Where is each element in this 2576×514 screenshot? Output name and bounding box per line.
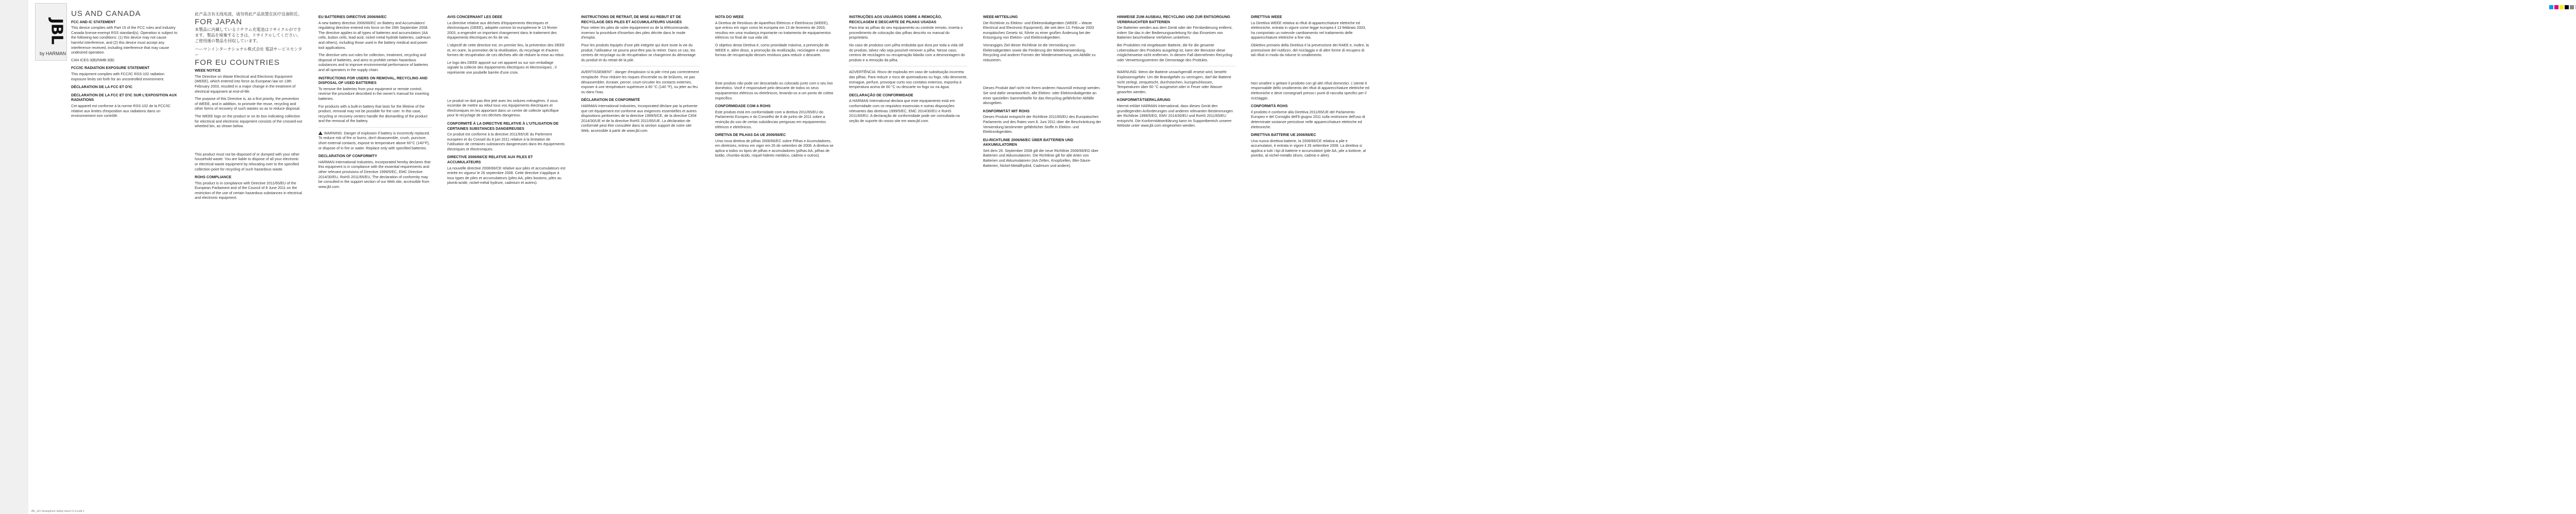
de-instr-text-2: Bei Produkten mit eingebauter Batterie, die für die gesamte Lebensdauer des Produkts ausgelegt ist, kann der Benutzer diese möglicherweise nicht entfernen. In diesem Fall übernehmen Recycling- oder Verwertungszentren die Demontage des Produkts. [1117, 42, 1233, 62]
column-batteries [318, 11, 432, 192]
fr-warning-text: AVERTISSEMENT : danger d'explosion si la pile n'est pas correctement remplacée. Pour réduire les risques d'incendie ou de brûlures, ne pas désassembler, écraser, percer, court-circuiter les contacts externes, exposer à une température supérieure à 60 °C (140 °F), ou jeter au feu ou dans l'eau. [581, 70, 699, 94]
yellow-swatch [2560, 5, 2564, 9]
fr-battery-heading: DIRECTIVE 2006/66/CE RELATIVE AUX PILES ET ACCUMULATEURS [447, 155, 533, 165]
it-battery-heading: DIRETTIVA BATTERIE UE 2006/66/EC [1251, 132, 1316, 138]
fr-weee-text: La directive relative aux déchets d'équipements électriques et électroniques (DEEE), adoptée comme loi européenne le 13 février 2003, a engendré un important changement dans le traitement des équipements électriques en fin de vie. [447, 20, 557, 40]
de-doc-text: Hiermit erklärt HARMAN International, dass dieses Gerät den grundlegenden Anforderungen und anderen relevanten Bestimmungen der Richtlinie 1999/5/EG, EMV 2014/30/EU und RoHS 2011/65/EU entspricht. Die Konformitätserklärung kann im Supportbereich unserer Website unter www.jbl.com eingesehen werden. [1117, 103, 1233, 128]
jbl-wordmark: JBL [47, 18, 66, 44]
fr-instr-text-2: Pour les produits équipés d'une pile intégrée qui dure toute la vie du produit, l'utilisateur ne pourra peut-être pas la retirer. Dans ce cas, les centres de recyclage ou de récupération se chargeront du démontage du produit et du retrait de la pile. [581, 42, 696, 62]
battery-text: A new battery directive 2006/66/EC on Battery and Accumulators' regulating directive entered into force on the 26th September 2008. The directive applies to all types of batteries and accumulators (AA cells, button cells, lead acid, nickel metal hydride batteries, cadmium and others), including those used in the battery medical and power tool applications. [318, 20, 431, 50]
de-weee-text-3: Dieses Produkt darf nicht mit Ihrem anderen Hausmüll entsorgt werden. Sie sind dafür verantwortlich, alle Elektro- oder Elektronikaltgeräte an einer speziellen Sammelstelle für das Recycling gefährlicher Abfälle abzugeben. [983, 85, 1101, 106]
column-it-weee [1251, 11, 1369, 161]
battery-text-2: The directive sets out rules for collection, treatment, recycling and disposal of batteries, and aims to prohibit certain hazardous substances and to improve environmental performance of batteries and all operators in the supply chain. [318, 53, 428, 72]
fr-radiation-heading: DÉCLARATION DE LA FCC ET D'IC SUR L'EXPOSITION AUX RADIATIONS [71, 92, 177, 102]
fr-weee-text-2: L'objectif de cette directive est, en premier lieu, la prévention des DEEE et, en outre, la promotion de la réutilisation, du recyclage et d'autres formes de récupération de ces déchets afin de réduire la mise au rebut. [447, 42, 565, 58]
battery-heading: EU BATTERIES DIRECTIVE 2006/66/EC [318, 14, 387, 19]
pt-doc-text: A HARMAN International declara que este equipamento está em conformidade com os requisitos essenciais e outras disposições relevantes das diretivas 1999/5/EC, EMC 2014/30/EU e RoHS 2011/65/EU. A declaração de conformidade pode ser consultada na seção de suporte do nosso site em www.jbl.com. [849, 98, 960, 123]
fr-rohs-heading: CONFORMITÉ À LA DIRECTIVE RELATIVE À L'UTILISATION DE CERTAINES SUBSTANCES DANGEREUSES [447, 121, 558, 131]
radiation-heading: FCC/IC RADIATION EXPOSURE STATEMENT [71, 65, 150, 71]
de-instr-heading: HINWEISE ZUM AUSBAU, RECYCLING UND ZUR ENTSORGUNG VERBRAUCHTER BATTERIEN [1117, 14, 1230, 24]
column-us-canada [71, 11, 179, 121]
de-instr-text: Die Batterien werden aus dem Gerät oder der Fernbedienung entfernt, indem Sie das in der Bedienungsanleitung für das Einsetzen von Batterien beschriebene Verfahren umkehren. [1117, 25, 1233, 40]
column-de-weee [983, 11, 1101, 170]
bin-icon-spacer [1251, 60, 1369, 81]
weee-text: The Directive on Waste Electrical and Electronic Equipment (WEEE), which entered into force as European law on 13th February 2003, resulted in a major change in the treatment of electrical equipment at end-of-life. [195, 74, 296, 94]
divider [849, 65, 968, 68]
pt-weee-text-2: O objetivo desta Diretiva é, como prioridade máxima, a prevenção de WEEE e, além disso, a promoção da reutilização, reciclagem e outras formas de recuperação desses resíduos para reduzir o descarte. [715, 42, 830, 58]
instructions-text: To remove the batteries from your equipment or remote control, reverse the procedure described in the owner's manual for inserting batteries. [318, 86, 429, 101]
rohs-heading: ROHS COMPLIANCE [195, 175, 232, 180]
cyan-swatch [2549, 5, 2553, 9]
de-weee-text: Die Richtlinie zu Elektro- und Elektronikaltgeräten (WEEE – Waste Electrical and Electronic Equipment), die seit dem 13. Februar 2003 europäisches Gesetz ist, führte zu einer großen Änderung bei der Entsorgung von Elektro- und Elektronikgeräten. [983, 20, 1094, 40]
rohs-text: This product is in compliance with Directive 2011/65/EU of the European Parliament and of the Council of 8 June 2011 on the restriction of the use of certain hazardous substances in electrical and electronic equipment. [195, 180, 302, 200]
fr-weee-heading: AVIS CONCERNANT LES DEEE [447, 14, 502, 19]
pt-warning-text: ADVERTÊNCIA: Risco de explosão em caso de substituição incorreta das pilhas. Para reduzir o risco de queimaduras ou fogo, não desmonte, esmague, perfure, provoque curto nos contatos externos, exponha à temperatura acima de 60 °C ou descarte no fogo ou na água. [849, 70, 968, 90]
column-japan-eu [195, 11, 303, 203]
warning-text [318, 131, 432, 150]
eu-title: FOR EU COUNTRIES [195, 58, 280, 67]
fcc-text: This device complies with Part 15 of the FCC rules and Industry Canada license-exempt RSS standard(s). Operation is subject to the following two conditions: (1) this device may not cause harmful interference, and (2) this device must accept any interference received, including interference that may cause undesired operation. [71, 25, 178, 55]
it-weee-text-3: Non smaltire o gettare il prodotto con gli altri rifiuti domestici. L'utente è responsabile dello smaltimento dei rifiuti di apparecchiature elettriche ed elettroniche e deve consegnarli presso i punti di raccolta specifici per il riciclaggio. [1251, 80, 1369, 100]
harman-wordmark: by HARMAN [40, 51, 66, 56]
left-margin-bar [0, 0, 28, 514]
fr-doc-heading: DÉCLARATION DE CONFORMITÉ [581, 97, 640, 102]
divider [318, 126, 432, 129]
instructions-heading: INSTRUCTIONS FOR USERS ON REMOVAL, RECYCLING AND DISPOSAL OF USED BATTERIES [318, 75, 428, 85]
pt-rohs-heading: CONFORMIDADE COM A ROHS [715, 104, 771, 109]
de-weee-text-2: Vorrangiges Ziel dieser Richtlinie ist die Vermeidung von Elektroaltgeräten sowie die Förderung der Wiederverwendung, Recycling und anderer Formen der Wiederverwertung, um Abfälle zu reduzieren. [983, 42, 1096, 62]
japan-maker: ハーマンインターナショナル株式会社 電話サービスセンター [195, 46, 302, 57]
it-weee-text: La Direttiva WEEE relativa ai rifiuti di apparecchiature elettriche ed elettroniche, entrata in vigore come legge europea il 13 febbraio 2003, ha comportato un notevole cambiamento nel trattamento delle apparecchiature elettriche a fine vita. [1251, 20, 1366, 40]
divider [581, 65, 700, 68]
pt-instr-heading: INSTRUÇÕES AOS USUÁRIOS SOBRE A REMOÇÃO, RECICLAGEM E DESCARTE DE PILHAS USADAS [849, 14, 942, 24]
pt-weee-text-3: Este produto não pode ser descartado ou colocado junto com o seu lixo doméstico. Você é responsável pelo descarte de todos os seus equipamentos elétricos ou eletrônicos, levando-os a um ponto de coleta específico. [715, 80, 833, 100]
bin-icon-spacer [447, 78, 566, 98]
us-canada-title: US AND CANADA [71, 9, 141, 18]
weee-text-3: The WEEE logo on the product or on its box indicating collection for electrical and electronic equipment consists of the crossed-out wheeled bin, as shown below. [195, 113, 302, 129]
de-rohs-text: Dieses Produkt entspricht der Richtlinie 2011/65/EU des Europäischen Parlaments und des Rates vom 8. Juni 2011 über die Beschränkung der Verwendung bestimmter gefährlicher Stoffe in Elektro- und Elektronikgeräten. [983, 114, 1101, 134]
pt-weee-heading: NOTA DO WEEE [715, 14, 744, 19]
column-pt-weee [715, 11, 834, 161]
it-weee-text-2: Obiettivo primario della Direttiva è la prevenzione dei RAEE e, inoltre, la promozione del riutilizzo, del riciclaggio e di altre forme di recupero di tali rifiuti in modo da ridurne lo smaltimento. [1251, 42, 1369, 58]
pt-battery-heading: DIRETIVA DE PILHAS DA UE 2006/66/EC [715, 132, 786, 138]
doc-heading: DECLARATION OF CONFORMITY [318, 153, 378, 159]
china-notice: 此产品含有无线电波，请勿将此产品放置在医疗设备附近。 [195, 12, 302, 16]
jbl-logo [35, 3, 67, 61]
weee-heading: WEEE NOTICE [195, 68, 221, 73]
it-rohs-heading: CONFORMITÀ ROHS [1251, 104, 1288, 109]
column-fr-weee [447, 11, 566, 188]
pt-battery-text: Uma nova diretiva de pilhas 2006/66/EC sobre Pilhas e Acumuladores, em diretrizes, entrou em vigor em 26 de setembro de 2008. A diretiva se aplica a todos os tipos de pilhas e acumuladores (pilhas AA, pilhas de botão, chumbo-ácido, níquel-hidreto metálico, cádmio e outros). [715, 138, 834, 158]
de-doc-heading: KONFORMITÄTSERKLÄRUNG [1117, 97, 1171, 102]
pt-rohs-text: Este produto está em conformidade com a diretiva 2011/65/EU do Parlamento Europeu e do Conselho de 8 de junho de 2011 sobre a restrição do uso de certas substâncias perigosas em equipamentos elétricos e eletrônicos. [715, 109, 826, 129]
color-bar [2549, 5, 2576, 9]
fr-rohs-text: Ce produit est conforme à la directive 2011/65/UE du Parlement européen et du Conseil du 8 juin 2011 relative à la limitation de l'utilisation de certaines substances dangereuses dans les équipements électriques et électroniques. [447, 132, 565, 151]
divider [1117, 65, 1235, 68]
fr-instr-heading: INSTRUCTIONS DE RETRAIT, DE MISE AU REBUT ET DE RECYCLAGE DES PILES ET ACCUMULATEURS USAGÉS [581, 14, 682, 24]
magenta-swatch [2554, 5, 2558, 9]
instructions-text-2: For products with a built-in battery that lasts for the lifetime of the product, removal may not be possible for the user. In this case, recycling or recovery centers handle the dismantling of the product and the removal of the battery. [318, 104, 428, 124]
it-rohs-text: Il prodotto è conforme alla Direttiva 2011/65/UE del Parlamento Europeo e del Consiglio dell'8 giugno 2011 sulla restrizione dell'uso di determinate sostanze pericolose nelle apparecchiature elettriche ed elettroniche. [1251, 109, 1365, 129]
it-weee-heading: DIRETTIVA WEEE [1251, 14, 1282, 19]
pt-doc-heading: DECLARAÇÃO DE CONFORMIDADE [849, 92, 913, 97]
de-warning-text: WARNUNG: Wenn die Batterie unsachgemäß ersetzt wird, besteht Explosionsgefahr. Um die Brandgefahr zu verringern, darf die Batterie nicht zerlegt, zerquetscht, durchstochen, kurzgeschlossen, Temperaturen über 60 °C ausgesetzt oder in Feuer oder Wasser geworfen werden. [1117, 70, 1231, 94]
pt-weee-text: A Diretiva de Resíduos de Aparelhos Elétricos e Eletrônicos (WEEE), que entrou em vigor como lei europeia em 13 de fevereiro de 2003, resultou em uma mudança importante no tratamento de equipamentos elétricos no final de sua vida útil. [715, 20, 831, 40]
warning-icon [318, 131, 323, 135]
de-battery-heading: EU-RICHTLINIE 2006/66/EC ÜBER BATTERIEN UND AKKUMULATOREN [983, 137, 1074, 147]
weee-text-2: The purpose of this Directive is, as a first priority, the prevention of WEEE, and in addition, to promote the reuse, recycling and other forms of recovery of such wastes so as to reduce disposal. [195, 96, 300, 111]
de-weee-heading: WEEE-MITTEILUNG [983, 14, 1018, 19]
fr-doc-text: HARMAN International Industries, Incorporated déclare par la présente que cet équipement est conforme aux exigences essentielles et autres dispositions pertinentes de la directive 1999/5/CE, de la directive CEM 2014/30/UE et de la directive RoHS 2011/65/UE. La déclaration de conformité peut être consultée dans la section support de notre site Web, accessible à partir de www.jbl.com. [581, 103, 698, 133]
pt-instr-text-2: No caso de produtos com pilha embutida que dura por toda a vida útil do produto, talvez não seja possível remover a pilha. Nesse caso, centros de reciclagem ou recuperação lidarão com a desmontagem do produto e a remoção da pilha. [849, 42, 965, 62]
de-rohs-heading: KONFORMITÄT MIT ROHS [983, 108, 1030, 113]
fcc-heading: FCC AND IC STATEMENT [71, 19, 116, 24]
radiation-text: This equipment complies with FCC/IC RSS-102 radiation exposure limits set forth for an uncontrolled environment. [71, 71, 164, 81]
weee-text-4: This product must not be disposed of or dumped with your other household waste. You are liable to dispose of all your electronic or electrical waste equipment by relocating over to the specified collection point for recycling of such hazardous waste. [195, 151, 300, 172]
japan-text: 本製品に内蔵しているリチウム充電池はリサイクルができます。製品を廃棄するときは、リサイクルしてください。ご使用後の製品を回収しています。 [195, 27, 301, 43]
japan-title: FOR JAPAN [195, 18, 243, 26]
bin-icon-spacer [983, 65, 1101, 85]
fr-radiation-text: Cet appareil est conforme à la norme RSS-102 de la FCC/IC relative aux limites d'exposition aux radiations dans un environnement non contrôlé. [71, 103, 171, 118]
fr-heading: DÉCLARATION DE LA FCC ET D'IC [71, 84, 133, 90]
fr-instr-text: Pour retirer les piles de votre équipement ou de la télécommande, inversez la procédure d'insertion des piles décrite dans le mode d'emploi. [581, 25, 690, 40]
black-swatch [2565, 5, 2569, 9]
warning-label: WARNING: Danger of explosion if battery is incorrectly replaced. To reduce risk of fire or burns, don't disassemble, crush, puncture, short external contacts, expose to temperature above 60°C (140°F), or dispose of in fire or water. Replace only with specified batteries. [318, 130, 430, 150]
de-battery-text: Seit dem 26. September 2008 gilt die neue Richtlinie 2006/66/EG über Batterien und Akkumulatoren. Die Richtlinie gilt für alle Arten von Batterien und Akkumulatoren (AA-Zellen, Knopfzellen, Blei-Säure-Batterien, Nickel-Metallhydrid, Cadmium und andere). [983, 148, 1099, 168]
doc-text: HARMAN International Industries, Incorporated hereby declares that this equipment is in compliance with the essential requirements and other relevant provisions of Directive 1999/5/EC, EMC Directive 2014/30/EU, RoHS 2011/65/EU, The declaration of conformity may be consulted in the support section of our Web site, accessible from www.jbl.com. [318, 159, 431, 189]
fr-weee-text-4: Le produit ne doit pas être jeté avec les ordures ménagères. Il vous incombe de mettre au rebut tous vos équipements électriques et électroniques en les apportant dans un centre de collecte spécifique pour le recyclage de ces déchets dangereux. [447, 98, 559, 118]
bin-icon-spacer [195, 131, 303, 152]
can-ices: CAN ICES-3(B)/NMB-3(B) [71, 57, 114, 62]
it-battery-text: Una nuova direttiva batterie, la 2006/66/CE relativa a pile e accumulatori, è entrata in vigore il 26 settembre 2008. La direttiva si applica a tutti i tipi di batterie e accumulatori (pile AA, pile a bottone, al piombo, al nichel-metallo idruro, cadmio e altre). [1251, 138, 1366, 158]
fr-weee-text-3: Le logo des DEEE apposé sur cet appareil ou sur son emballage signale la collecte des équipements électriques et électroniques ; il représente une poubelle barrée d'une croix. [447, 60, 557, 75]
fr-battery-text: La nouvelle directive 2006/66/CE relative aux piles et accumulateurs est entrée en vigueur le 26 septembre 2008. Cette directive s'applique à tous types de piles et accumulateurs (piles AA, piles boutons, piles au plomb-acide, nickel-métal hydrure, cadmium et autres). [447, 165, 566, 185]
column-fr-batteries [581, 11, 700, 135]
gray-swatch [2570, 5, 2574, 9]
bin-icon-spacer [715, 60, 834, 81]
column-de-batteries [1117, 11, 1235, 131]
footer-file: JBL_GO Smartphone Safety sheet V1.4.indd 1 [31, 510, 84, 513]
column-pt-batteries [849, 11, 968, 126]
pt-instr-text: Para tirar as pilhas do seu equipamento ou controle remoto, inverta o procedimento de colocação das pilhas descrito no manual do proprietário. [849, 25, 963, 40]
